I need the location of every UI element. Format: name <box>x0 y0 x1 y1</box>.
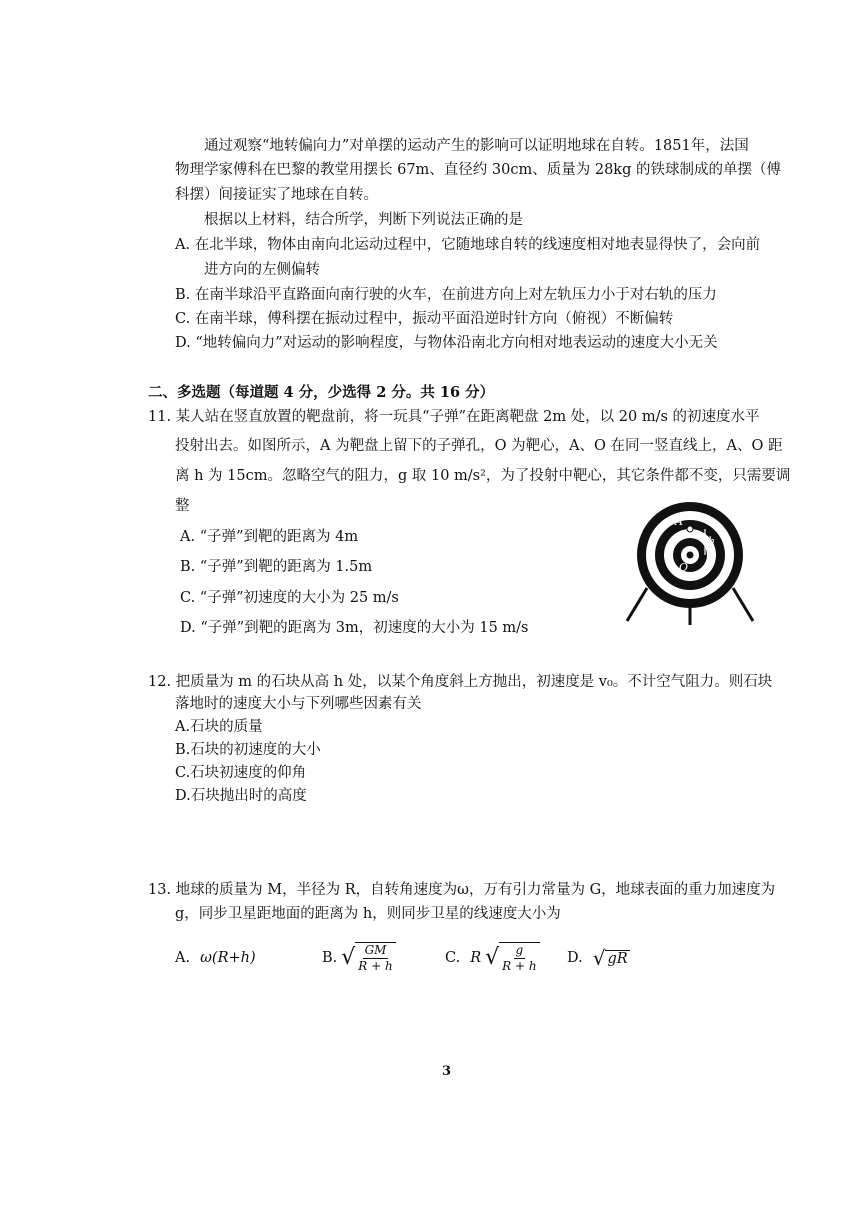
q11-option-c: C. “子弹”初速度的大小为 25 m/s <box>180 590 399 606</box>
q12-option-a: A.石块的质量 <box>175 719 263 735</box>
q13-option-b <box>322 940 396 976</box>
target-figure <box>625 483 755 628</box>
q13-option-c-sqrt <box>485 942 539 974</box>
q13-option-b-fraction <box>355 942 395 974</box>
q13-option-c-fraction <box>499 942 539 974</box>
q11-line-3: 离 h 为 15cm。忽略空气的阻力，g 取 10 m/s²，为了投射中靶心，其它条件都不变，只需要调 <box>175 468 791 484</box>
q13-option-d-label: D. <box>567 950 583 966</box>
target-bullseye <box>687 552 694 559</box>
q13-option-d-expr: gR <box>607 950 628 967</box>
q11-option-b: B. “子弹”到靶的距离为 1.5m <box>180 559 373 575</box>
target-stand-right-leg <box>733 588 753 621</box>
sqrt-sign-icon: √ <box>485 945 500 970</box>
q12-line-2: 落地时的速度大小与下列哪些因素有关 <box>175 696 422 712</box>
q12-option-c: C.石块初速度的仰角 <box>175 765 307 781</box>
intro-question: 根据以上材料，结合所学，判断下列说法正确的是 <box>204 212 523 228</box>
q11-option-a: A. “子弹”到靶的距离为 4m <box>180 529 359 545</box>
label-a: A <box>675 515 683 528</box>
q10-option-b: B. 在南半球沿平直路面向南行驶的火车，在前进方向上对左轨压力小于对右轨的压力 <box>175 287 717 303</box>
q13-option-b-label: B. <box>322 950 338 966</box>
intro-line-1: 通过观察“地转偏向力”对单摆的运动产生的影响可以证明地球在自转。1851年，法国 <box>204 138 749 154</box>
q13-option-b-denominator: R + h <box>358 959 393 973</box>
label-h: h <box>708 535 716 548</box>
bullet-hole-a <box>687 526 693 532</box>
page-number: 3 <box>442 1064 452 1079</box>
q12-option-d: D.石块抛出时的高度 <box>175 788 307 804</box>
label-o: O <box>679 561 689 574</box>
q13-option-a-label: A. <box>175 950 191 966</box>
q13-option-c <box>445 940 540 976</box>
q13-option-d <box>567 940 630 976</box>
q13-option-a <box>175 940 256 976</box>
intro-line-3: 科摆）间接证实了地球在自转。 <box>175 187 378 203</box>
q10-option-c: C. 在南半球，傅科摆在振动过程中，振动平面沿逆时针方向（俯视）不断偏转 <box>175 311 674 327</box>
q10-option-a-line-1: A. 在北半球，物体由南向北运动过程中，它随地球自转的线速度相对地表显得快了，会向前 <box>175 237 761 253</box>
q13-option-a-expr: ω(R+h) <box>200 950 256 966</box>
q12-line-1: 12. 把质量为 m 的石块从高 h 处，以某个角度斜上方抛出，初速度是 v₀。不计空气阻力。则石块 <box>148 674 773 690</box>
q13-option-c-label: C. <box>445 950 461 966</box>
q11-option-d: D. “子弹”到靶的距离为 3m，初速度的大小为 15 m/s <box>180 620 529 636</box>
target-stand-left-leg <box>627 588 647 621</box>
sqrt-sign-icon: √ <box>341 945 356 970</box>
q13-option-c-coef: R <box>470 950 482 966</box>
q13-option-b-numerator: GM <box>364 943 387 957</box>
q10-option-d: D. “地转偏向力”对运动的影响程度，与物体沿南北方向相对地表运动的速度大小无关 <box>175 335 718 351</box>
q13-option-d-sqrt <box>593 948 630 968</box>
section-title-multiple-choice: 二、多选题（每道题 4 分，少选得 2 分。共 16 分） <box>148 384 495 401</box>
q11-line-4: 整 <box>175 498 190 514</box>
q11-line-1: 11. 某人站在竖直放置的靶盘前，将一玩具“子弹”在距离靶盘 2m 处，以 20 m/s 的初速度水平 <box>148 409 760 425</box>
q13-option-c-numerator: g <box>515 943 524 957</box>
intro-line-2: 物理学家傅科在巴黎的教堂用摆长 67m、直径约 30cm、质量为 28kg 的铁球制成的单摆（傅 <box>175 162 781 178</box>
q13-line-2: g，同步卫星距地面的距离为 h，则同步卫星的线速度大小为 <box>175 906 561 922</box>
q13-option-c-denominator: R + h <box>502 959 537 973</box>
q13-options <box>175 940 655 980</box>
q10-option-a-line-2: 进方向的左侧偏转 <box>204 262 320 278</box>
q13-line-1: 13. 地球的质量为 M，半径为 R，自转角速度为ω，万有引力常量为 G，地球表面的重力加速度为 <box>148 882 776 898</box>
q12-option-b: B.石块的初速度的大小 <box>175 742 321 758</box>
sqrt-sign-icon: √ <box>592 946 606 970</box>
q11-line-2: 投射出去。如图所示，A 为靶盘上留下的子弹孔，O 为靶心，A、O 在同一竖直线上，A、O 距 <box>175 438 783 454</box>
q13-option-b-sqrt <box>341 942 395 974</box>
